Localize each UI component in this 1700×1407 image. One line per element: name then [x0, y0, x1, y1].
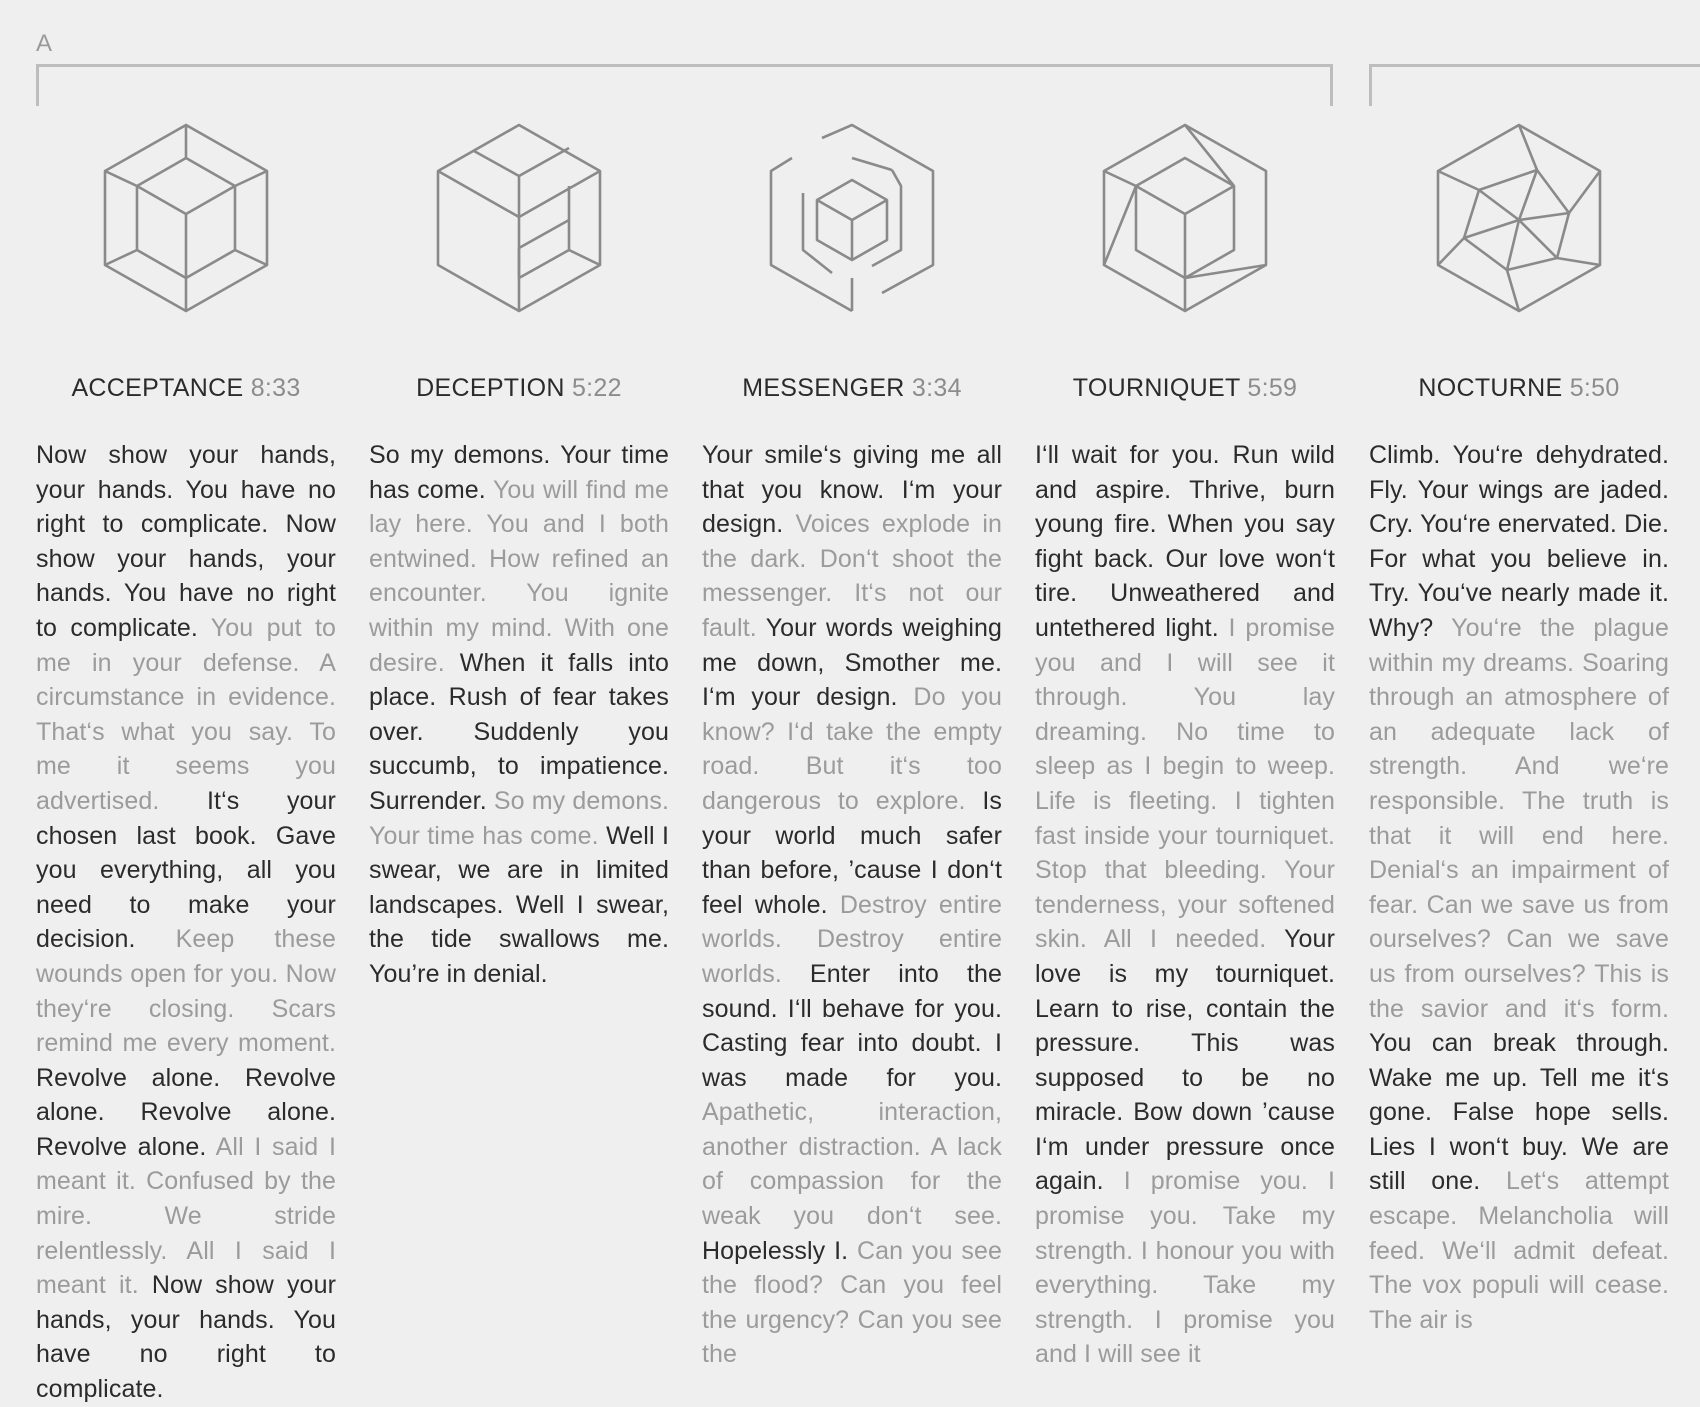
- track-title: [36, 374, 336, 403]
- lyric-line: Is your world much safer than before, ’cause I don‘t feel whole.: [702, 786, 1002, 919]
- lyric-line: It‘s your chosen last book. Gave you everything, all you need to make your decision.: [36, 786, 336, 954]
- lyric-line: Do you know? I‘d take the empty road. But it‘s too dangerous to explore.: [702, 683, 1002, 815]
- track-title: [369, 374, 669, 403]
- track-title: [1035, 374, 1335, 403]
- lyric-line: Destroy entire worlds. Destroy entire worlds.: [702, 890, 1002, 988]
- track-title: [1369, 374, 1669, 403]
- lyric-line: Voices explode in the dark. Don‘t shoot the messenger. It‘s not our fault.: [702, 510, 1002, 642]
- track-column-acceptance: [36, 118, 337, 1404]
- track-title: [702, 374, 1002, 403]
- lyric-line: I promise you and I will see it through. You lay dreaming. No time to sleep as I begin to weep. Life is fleeting. I tighten fast inside your tourniquet. Stop that bleeding. Your tenderness, your softened skin. All I needed.: [1035, 613, 1335, 954]
- lyric-line: Enter into the sound. I‘ll behave for you. Casting fear into doubt. I was made for you.: [702, 959, 1002, 1092]
- lyric-line: I‘ll wait for you. Run wild and aspire. Thrive, burn young fire. When you say fight back. Our love won‘t tire. Unweathered and untethered light.: [1035, 441, 1335, 642]
- lyric-line: You will find me lay here. You and I both entwined. How refined an encounter. You ignite within my mind. With one desire.: [369, 475, 670, 677]
- lyric-line: You put to me in your defense. A circumstance in evidence. That‘s what you say. To me it seems you advertised.: [36, 613, 337, 815]
- lyric-line: Can you see the flood? Can you feel the urgency? Can you see the: [702, 1236, 1002, 1369]
- hexagon-open-cube-icon: [419, 118, 619, 318]
- lyric-line: Keep these wounds open for you. Now they‘re closing. Scars remind me every moment.: [36, 925, 336, 1058]
- hexagon-ring-cube-icon: [752, 118, 952, 318]
- lyric-line: So my demons. Your time has come.: [369, 786, 669, 850]
- section-bracket-b: [1369, 64, 1700, 106]
- lyric-line: Well I swear, we are in limited landscapes. Well I swear, the tide swallows me. You’re in denial.: [369, 821, 669, 988]
- track-column-tourniquet: [1035, 118, 1336, 1369]
- hexagon-twisted-cube-icon: [1085, 118, 1285, 318]
- track-duration: 5:22: [571, 374, 622, 402]
- lyric-line: Now show your hands, your hands. You have no right to complicate.: [36, 1271, 336, 1404]
- lyric-line: Apathetic, interaction, another distraction. A lack of compassion for the weak you don‘t see.: [702, 1098, 1002, 1231]
- lyric-line: Now show your hands, your hands. You have no right to complicate. Now show your hands, your hands. You have no right to complicate.: [36, 441, 336, 642]
- lyric-line: All I said I meant it. Confused by the mire. We stride relentlessly. All I said I meant it.: [36, 1132, 336, 1300]
- track-duration: 5:59: [1247, 374, 1298, 402]
- lyric-line: Hopelessly I.: [702, 1236, 857, 1265]
- track-name: ACCEPTANCE: [71, 374, 244, 402]
- track-column-messenger: [702, 118, 1002, 1369]
- lyrics-block: [702, 438, 1002, 1369]
- lyric-line: Your love is my tourniquet. Learn to rise, contain the pressure. This was supposed to be no miracle. Bow down ’cause I‘m under pressure once again.: [1035, 925, 1335, 1196]
- track-column-deception: [369, 118, 669, 1238]
- lyric-line: You‘re the plague within my dreams. Soaring through an atmosphere of an adequate lack of strength. And we‘re responsible. The truth is that it will end here. Denial‘s an impairment of fear. Can we save us from ourselves? Can we save us from ourselves? This is the savior and it‘s form.: [1369, 613, 1669, 1023]
- hexagon-shard-icon: [1419, 118, 1619, 318]
- track-name: DECEPTION: [416, 374, 565, 402]
- lyric-line: Your words weighing me down, Smother me. I‘m your design.: [702, 613, 1002, 712]
- track-name: TOURNIQUET: [1072, 374, 1241, 402]
- lyrics-block: [36, 438, 337, 1404]
- track-column-nocturne: [1369, 118, 1669, 1334]
- lyric-line: You can break through. Wake me up. Tell me it‘s gone. False hope sells. Lies I won‘t buy. We are still one.: [1369, 1029, 1669, 1196]
- section-bracket-a: [36, 64, 1333, 106]
- lyric-line: I promise you. I promise you. Take my strength. I honour you with everything. Take my strength. I promise you and I will see it: [1035, 1167, 1336, 1369]
- track-name: MESSENGER: [742, 374, 905, 402]
- hexagon-nested-cube-icon: [86, 118, 286, 318]
- lyric-line: Let‘s attempt escape. Melancholia will feed. We‘ll admit defeat. The vox populi will cease. The air is: [1369, 1167, 1669, 1334]
- lyric-line: Climb. You‘re dehydrated. Fly. Your wings are jaded. Cry. You‘re enervated. Die. For what you believe in. Try. You‘ve nearly made it. Why?: [1369, 441, 1669, 642]
- track-duration: 3:34: [911, 374, 962, 402]
- lyrics-block: [369, 438, 669, 1238]
- lyric-line: Your smile‘s giving me all that you know. I‘m your design.: [702, 441, 1002, 539]
- track-name: NOCTURNE: [1418, 374, 1563, 402]
- section-letter: A: [36, 30, 53, 57]
- lyrics-block: [1369, 438, 1669, 1334]
- lyrics-block: [1035, 438, 1336, 1369]
- lyric-line: So my demons. Your time has come.: [369, 441, 669, 504]
- lyric-line: Revolve alone. Revolve alone. Revolve alone. Revolve alone.: [36, 1063, 336, 1161]
- track-duration: 8:33: [250, 374, 301, 402]
- track-duration: 5:50: [1569, 374, 1620, 402]
- lyric-line: When it falls into place. Rush of fear takes over. Suddenly you succumb, to impatience. Surrender.: [369, 648, 669, 815]
